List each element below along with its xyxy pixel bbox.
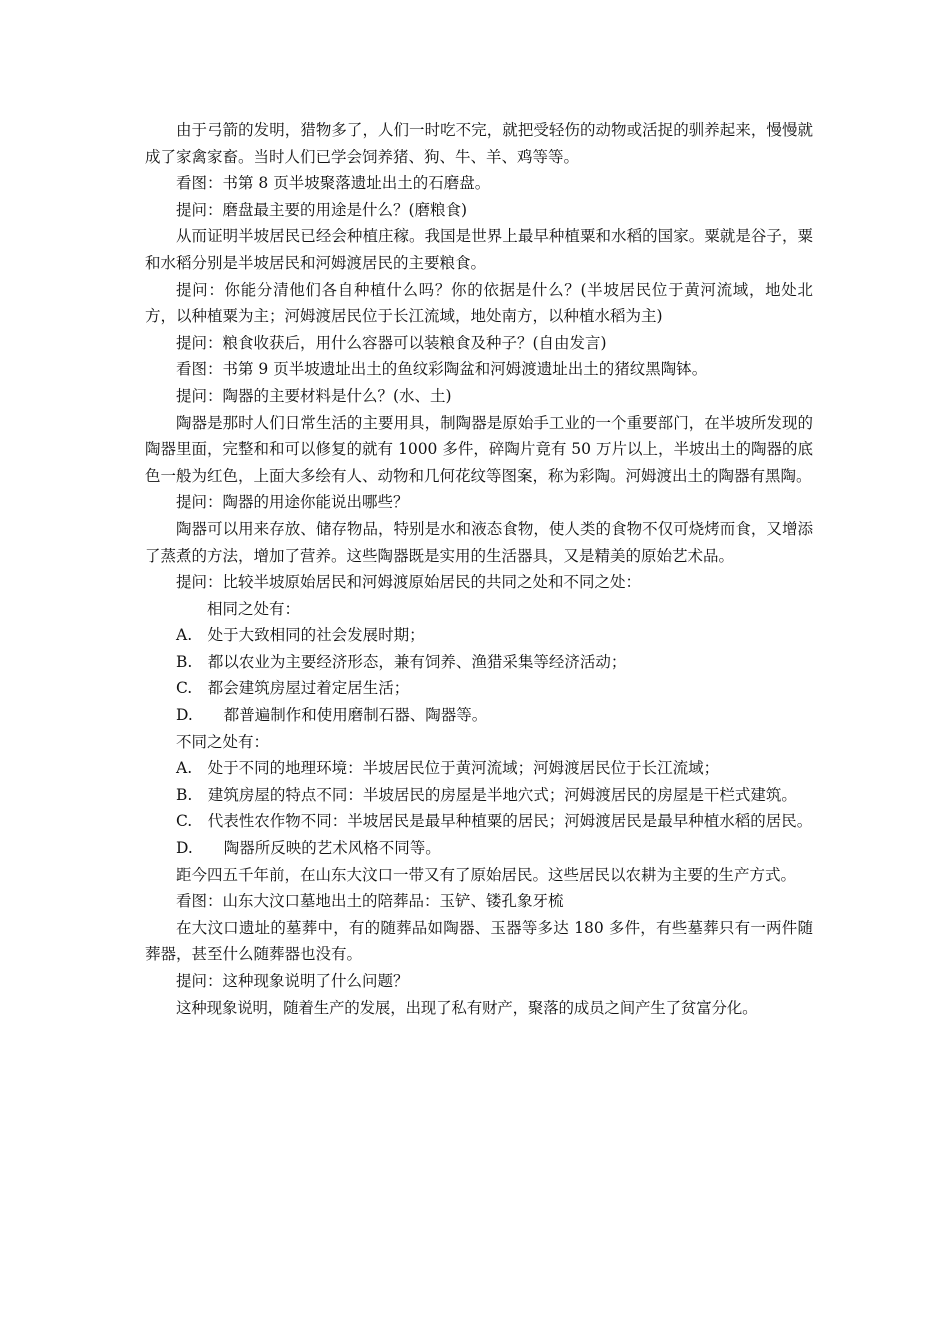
heading-similarities: 相同之处有： xyxy=(207,599,301,618)
heading-differences: 不同之处有： xyxy=(176,732,270,751)
list-item-similarity-d: D. 都普遍制作和使用磨制石器、陶器等。 xyxy=(176,706,488,725)
paragraph-question-containers: 提问：粮食收获后，用什么容器可以装粮食及种子？(自由发言) xyxy=(176,333,607,352)
paragraph-conclusion: 这种现象说明，随着生产的发展，出现了私有财产，聚落的成员之间产生了贫富分化。 xyxy=(176,998,758,1017)
list-item-difference-b: B. 建筑房屋的特点不同：半坡居民的房屋是半地穴式；河姆渡居民的房屋是干栏式建筑。 xyxy=(176,785,797,804)
paragraph-crops: 从而证明半坡居民已经会种植庄稼。我国是世界上最早种植粟和水稻的国家。粟就是谷子，粟和水稻分别是半坡居民和河姆渡居民的主要粮食。 xyxy=(145,227,813,272)
paragraph-question-pottery-material: 提问：陶器的主要材料是什么？(水、土) xyxy=(176,386,452,405)
paragraph-look-pottery: 看图：书第 9 页半坡遗址出土的鱼纹彩陶盆和河姆渡遗址出土的猪纹黑陶钵。 xyxy=(176,360,708,379)
document-page xyxy=(145,117,813,1021)
paragraph-question-phenomenon: 提问：这种现象说明了什么问题？ xyxy=(176,972,409,990)
list-item-difference-c: C. 代表性农作物不同：半坡居民是最早种植粟的居民；河姆渡居民是最早种植水稻的居民。 xyxy=(176,812,813,831)
paragraph-question-pottery-use: 提问：陶器的用途你能说出哪些？ xyxy=(176,493,409,512)
list-item-difference-a: A. 处于不同的地理环境：半坡居民位于黄河流域；河姆渡居民位于长江流域； xyxy=(176,759,720,778)
paragraph-domestication: 由于弓箭的发明，猎物多了，人们一时吃不完，就把受轻伤的动物或活捉的驯养起来，慢慢就成了家禽家畜。当时人们已学会饲养猪、狗、牛、羊、鸡等等。 xyxy=(145,121,813,166)
list-item-similarity-a: A. 处于大致相同的社会发展时期； xyxy=(176,626,425,645)
paragraph-look-burial-items: 看图：山东大汶口墓地出土的陪葬品：玉铲、镂孔象牙梳 xyxy=(176,892,564,911)
list-item-similarity-c: C. 都会建筑房屋过着定居生活； xyxy=(176,679,410,698)
paragraph-pottery-description: 陶器是那时人们日常生活的主要用具，制陶器是原始手工业的一个重要部门，在半坡所发现的陶器里面，完整和和可以修复的就有 1000 多件，碎陶片竟有 50 万片以上，半坡出土的陶器的底色一般为红色，上面大多绘有人、动物和几何花纹等图案，称为彩陶。河姆渡出土的陶器有黑陶。 xyxy=(145,413,813,485)
list-item-difference-d: D. 陶器所反映的艺术风格不同等。 xyxy=(176,839,441,858)
list-item-similarity-b: B. 都以农业为主要经济形态，兼有饲养、渔猎采集等经济活动； xyxy=(176,652,627,671)
paragraph-question-compare: 提问：比较半坡原始居民和河姆渡原始居民的共同之处和不同之处： xyxy=(176,573,642,592)
paragraph-question-grinding-use: 提问：磨盘最主要的用途是什么？(磨粮食) xyxy=(176,200,468,219)
paragraph-look-grinding-stone: 看图：书第 8 页半坡聚落遗址出土的石磨盘。 xyxy=(176,174,491,193)
paragraph-pottery-use: 陶器可以用来存放、储存物品，特别是水和液态食物，使人类的食物不仅可烧烤而食，又增添了蒸煮的方法，增加了营养。这些陶器既是实用的生活器具，又是精美的原始艺术品。 xyxy=(145,519,813,565)
paragraph-dawenkou: 距今四五千年前，在山东大汶口一带又有了原始居民。这些居民以农耕为主要的生产方式。 xyxy=(176,865,797,884)
paragraph-burial-description: 在大汶口遗址的墓葬中，有的随葬品如陶器、玉器等多达 180 多件，有些墓葬只有一两件随葬器，甚至什么随葬器也没有。 xyxy=(145,918,813,964)
paragraph-question-crops: 提问：你能分清他们各自种植什么吗？你的依据是什么？(半坡居民位于黄河流域，地处北方，以种植粟为主；河姆渡居民位于长江流域，地处南方，以种植水稻为主) xyxy=(145,280,813,326)
